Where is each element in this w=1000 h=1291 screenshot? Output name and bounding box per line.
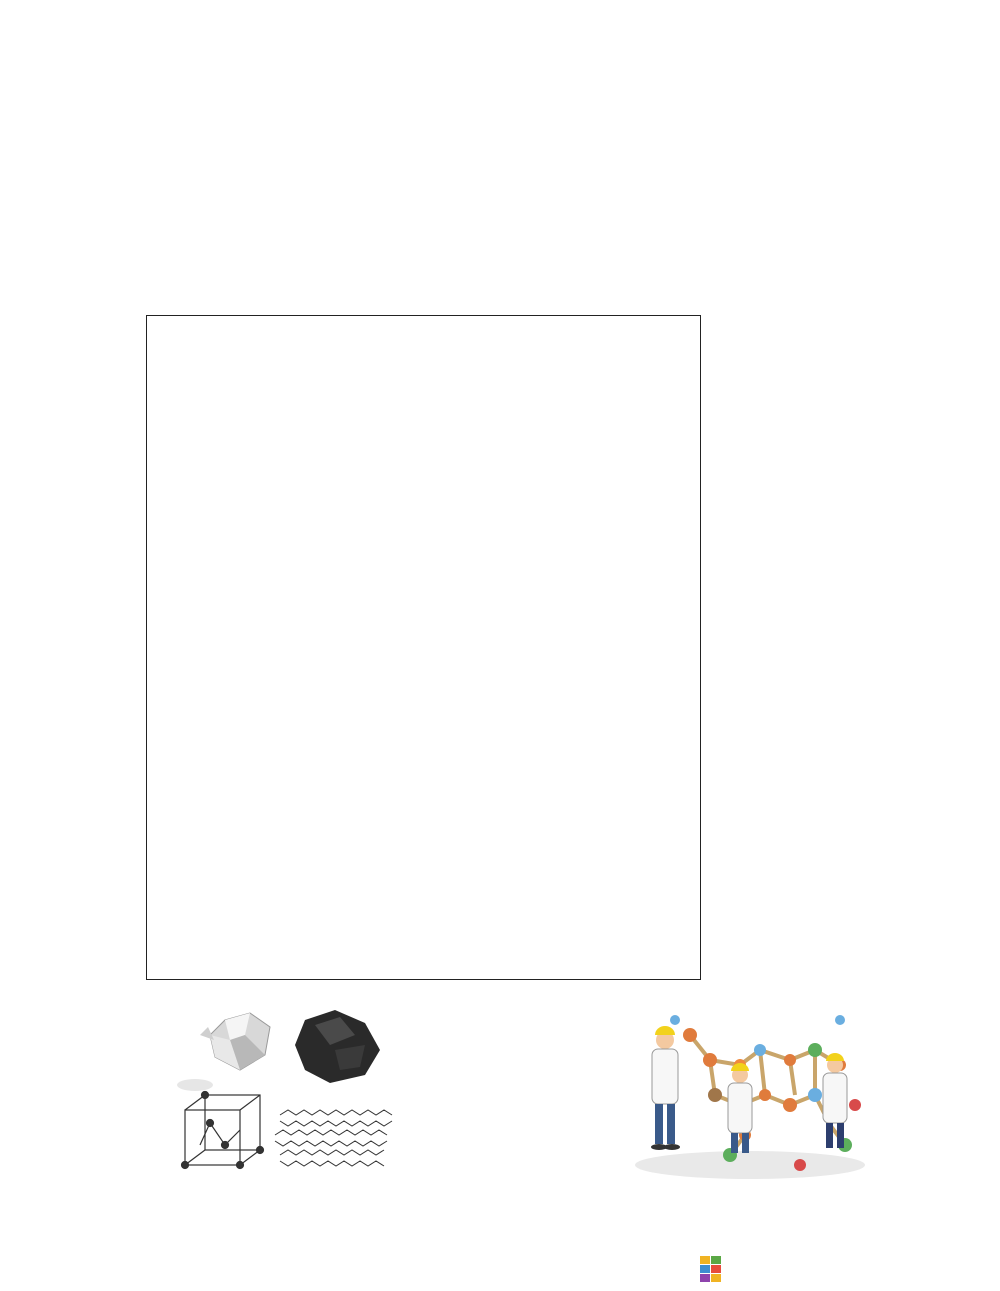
coal-icon [295, 1010, 380, 1083]
liveworksheets-logo [700, 1252, 725, 1286]
diamond-icon [177, 1013, 270, 1091]
liveworksheets-logo-icon [700, 1254, 722, 1284]
graphite-layers-icon [275, 1110, 392, 1166]
word-search-grid [146, 315, 701, 980]
diamond-lattice-icon [182, 1092, 264, 1169]
diamond-crystal-illustration [170, 1005, 410, 1175]
scientist-left-icon [651, 1026, 680, 1150]
chemists-molecule-illustration [630, 1005, 870, 1185]
